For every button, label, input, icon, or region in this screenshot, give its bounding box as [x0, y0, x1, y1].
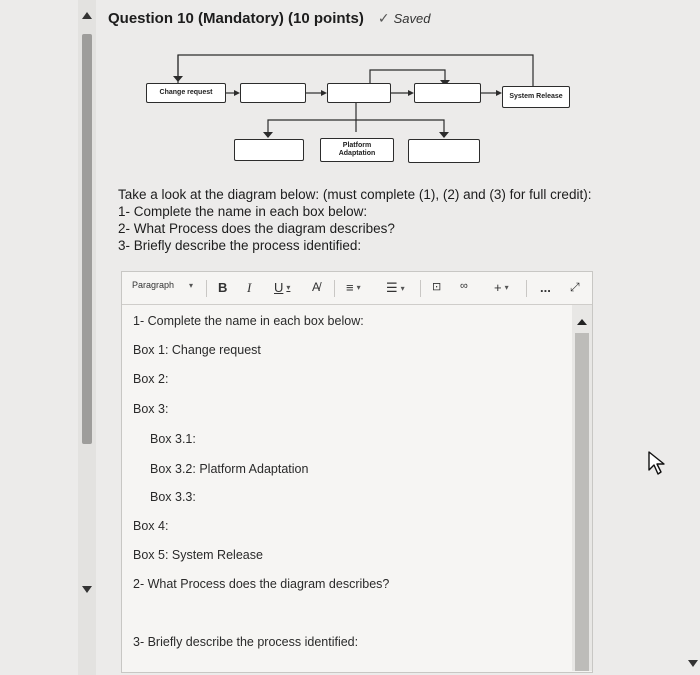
question-header [108, 10, 430, 27]
expand-button[interactable] [570, 280, 580, 295]
expand-icon: ⤢ [570, 280, 580, 294]
answer-line: 2- What Process does the diagram describes? [133, 577, 390, 591]
diagram-box-3-3 [408, 139, 480, 163]
link-icon: ∞ [460, 280, 468, 292]
diagram-box-3-2: Platform Adaptation [320, 138, 394, 162]
media-button[interactable] [432, 280, 441, 293]
answer-line: 3- Briefly describe the process identified: [133, 635, 359, 649]
more-options-button[interactable]: ... [540, 280, 551, 295]
saved-label: Saved [393, 11, 431, 26]
italic-button[interactable]: I [247, 280, 252, 295]
list-button[interactable] [386, 280, 405, 296]
chevron-down-icon: ▾ [356, 283, 361, 292]
saved-status [378, 10, 431, 27]
align-icon: ≡ [346, 280, 354, 295]
paragraph-dropdown[interactable]: Paragraph ▾ [132, 280, 194, 290]
chevron-down-icon: ▾ [400, 283, 405, 293]
editor-scrollbar[interactable] [572, 305, 592, 671]
diagram-box-3-1 [234, 139, 304, 161]
scrollbar-thumb[interactable] [575, 333, 589, 671]
underline-button[interactable]: U ▾ [274, 280, 291, 295]
checkmark-icon: ✓ [377, 10, 390, 26]
insert-button[interactable]: + ▾ [494, 280, 509, 295]
font-color-button[interactable] [312, 280, 320, 294]
answer-line: Box 5: System Release [133, 548, 263, 562]
link-button[interactable] [460, 280, 468, 292]
chevron-down-icon: ▾ [189, 280, 194, 290]
scroll-up-arrow-icon[interactable] [577, 319, 587, 325]
scroll-up-arrow-icon[interactable] [82, 12, 92, 19]
editor-toolbar [122, 272, 592, 305]
diagram-box-3 [327, 83, 391, 103]
answer-line: Box 1: Change request [133, 343, 261, 357]
font-color-icon: A̸ [312, 280, 321, 294]
answer-line: Box 3.2: Platform Adaptation [150, 462, 309, 476]
answer-line: Box 4: [133, 519, 169, 533]
rich-text-editor[interactable] [121, 271, 593, 673]
diagram-box-1: Change request [146, 83, 226, 103]
chevron-down-icon: ▾ [504, 283, 509, 292]
instructions-item-3: 3- Briefly describe the process identified: [118, 238, 362, 253]
diagram-box-2 [240, 83, 306, 103]
answer-line: Box 3.3: [150, 490, 196, 504]
question-title: Question 10 (Mandatory) (10 points) [108, 10, 364, 27]
scrollbar-thumb[interactable] [82, 34, 92, 444]
instructions [118, 186, 591, 254]
chevron-down-icon: ▾ [286, 283, 291, 292]
list-icon: ☰ [386, 280, 398, 295]
scroll-down-arrow-icon[interactable] [688, 660, 698, 667]
bold-button[interactable]: B [218, 280, 228, 295]
answer-line: 1- Complete the name in each box below: [133, 314, 364, 328]
align-button[interactable] [346, 280, 361, 295]
diagram-box-5: System Release [502, 86, 570, 108]
answer-line: Box 2: [133, 372, 169, 386]
answer-line: Box 3.1: [150, 432, 196, 446]
instructions-item-2: 2- What Process does the diagram describes? [118, 221, 395, 236]
media-icon: ⊡ [432, 281, 442, 293]
instructions-intro: Take a look at the diagram below: (must complete (1), (2) and (3) for full credit): [118, 187, 592, 202]
page-scrollbar[interactable] [78, 0, 96, 675]
scroll-down-arrow-icon[interactable] [82, 586, 92, 593]
diagram-box-4 [414, 83, 481, 103]
mouse-pointer-icon [646, 450, 668, 476]
answer-line: Box 3: [133, 402, 169, 416]
instructions-item-1: 1- Complete the name in each box below: [118, 204, 368, 219]
